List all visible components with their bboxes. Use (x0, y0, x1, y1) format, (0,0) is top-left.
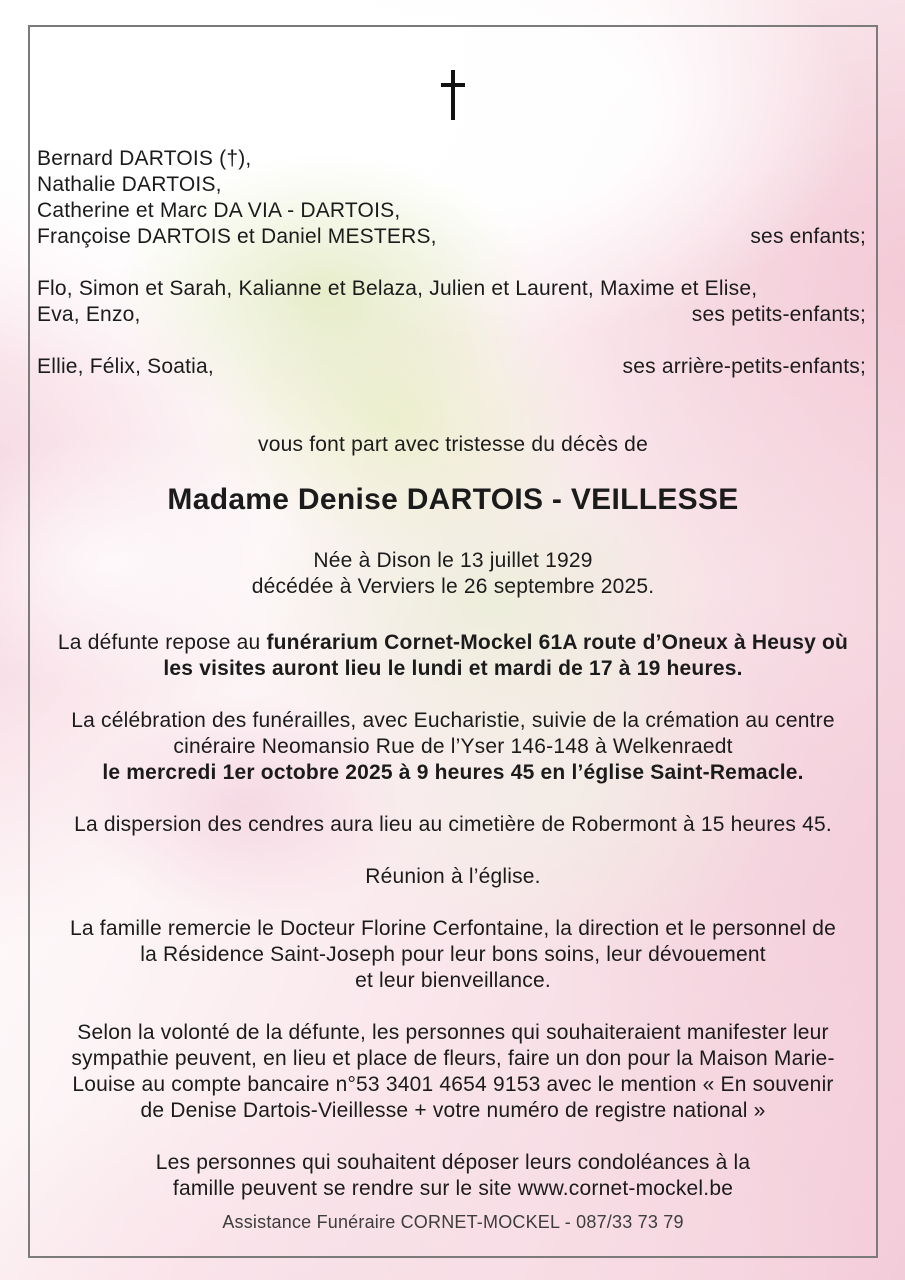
thanks-line-3: et leur bienveillance. (355, 969, 551, 992)
repose-line-1 (38, 630, 868, 656)
relation-label: ses enfants; (750, 225, 866, 248)
family-names-section (30, 146, 876, 380)
donation-line-1: Selon la volonté de la défunte, les personnes qui souhaiteraient manifester leur (77, 1021, 829, 1044)
name-line-with-relation (37, 224, 866, 250)
repose-location-bold: funérarium Cornet-Mockel 61A route d’Oneux à Heusy où (266, 631, 849, 654)
name-line: Catherine et Marc DA VIA - DARTOIS, (37, 199, 401, 222)
ceremony-paragraph (38, 708, 868, 786)
donation-line-4: de Denise Dartois-Vieillesse + votre numéro de registre national » (140, 1099, 766, 1122)
family-block-grandchildren (37, 276, 866, 328)
relation-label: ses petits-enfants; (691, 303, 866, 326)
name-line: Flo, Simon et Sarah, Kalianne et Belaza, Julien et Laurent, Maxime et Elise, (37, 277, 758, 300)
name-line: Eva, Enzo, (37, 303, 141, 326)
dispersion-paragraph (38, 812, 868, 838)
repose-intro: La défunte repose au (57, 631, 267, 654)
name-line: Nathalie DARTOIS, (37, 173, 222, 196)
name-line-with-relation (37, 354, 866, 380)
donation-line-3: Louise au compte bancaire n°53 3401 4654 9153 avec le mention « En souvenir (72, 1073, 834, 1096)
repose-paragraph (38, 630, 868, 682)
cross-horizontal-bar (441, 83, 465, 87)
announcement-line: vous font part avec tristesse du décès de (258, 433, 648, 456)
name-line: Ellie, Félix, Soatia, (37, 355, 214, 378)
relation-label: ses arrière-petits-enfants; (622, 355, 866, 378)
announcement-section (30, 432, 876, 1233)
death-line: décédée à Verviers le 26 septembre 2025. (251, 575, 655, 598)
name-line-with-relation (37, 302, 866, 328)
condolences-paragraph (38, 1150, 868, 1202)
birth-death-dates (38, 548, 868, 600)
repose-line-2: les visites auront lieu le lundi et mardi de 17 à 19 heures. (163, 657, 743, 680)
cross-icon (441, 70, 465, 120)
thanks-line-2: la Résidence Saint-Joseph pour leur bons soins, leur dévouement (140, 943, 766, 966)
ceremony-line-2: cinéraire Neomansio Rue de l’Yser 146-148 à Welkenraedt (173, 735, 733, 758)
reunion-line: Réunion à l’église. (365, 865, 541, 888)
name-line: Françoise DARTOIS et Daniel MESTERS, (37, 225, 437, 248)
ceremony-line-1: La célébration des funérailles, avec Eucharistie, suivie de la crémation au centre (71, 709, 835, 732)
thanks-line-1: La famille remercie le Docteur Florine Cerfontaine, la direction et le personnel de (70, 917, 836, 940)
condolences-line-1: Les personnes qui souhaitent déposer leurs condoléances à la (155, 1151, 751, 1174)
name-line: Bernard DARTOIS (†), (37, 147, 252, 170)
condolences-line-2: famille peuvent se rendre sur le site www.cornet-mockel.be (172, 1177, 734, 1200)
reunion-paragraph (38, 864, 868, 890)
donation-line-2: sympathie peuvent, en lieu et place de fleurs, faire un don pour la Maison Marie- (71, 1047, 835, 1070)
family-block-great-grandchildren (37, 354, 866, 380)
birth-line: Née à Dison le 13 juillet 1929 (313, 549, 593, 572)
thanks-paragraph (38, 916, 868, 994)
ceremony-line-3: le mercredi 1er octobre 2025 à 9 heures 45 en l’église Saint-Remacle. (102, 761, 804, 784)
dispersion-line: La dispersion des cendres aura lieu au cimetière de Robermont à 15 heures 45. (74, 813, 832, 836)
announcement-card (28, 25, 878, 1258)
donation-paragraph (38, 1020, 868, 1124)
cross-vertical-bar (451, 70, 455, 120)
family-block-children (37, 146, 866, 250)
funeral-home-footer: Assistance Funéraire CORNET-MOCKEL - 087/33 73 79 (222, 1212, 684, 1232)
deceased-name: Madame Denise DARTOIS - VEILLESSE (167, 483, 739, 516)
